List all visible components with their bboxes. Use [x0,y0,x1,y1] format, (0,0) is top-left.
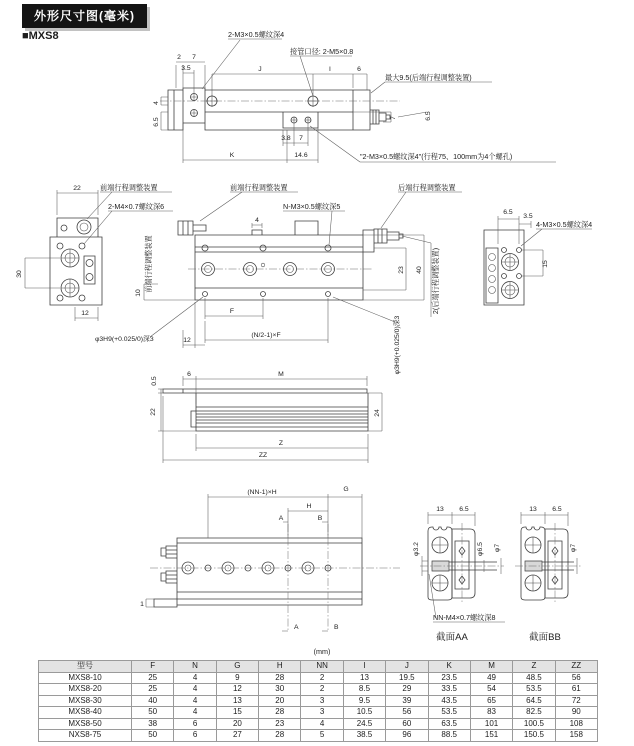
caption-section-bb: 截面BB [529,632,561,643]
column-header: N [174,661,216,673]
table-row [39,730,598,742]
dim-6-5-aa: 6.5 [459,506,469,513]
column-header: 型号 [39,661,132,673]
dim-cell: 48.5 [513,672,555,684]
dim-J: J [258,66,262,73]
right-end-view [484,209,592,305]
dim-22-profile: 22 [150,408,157,416]
dim-cell: 39 [386,695,428,707]
plan-view [153,30,556,163]
model-cell: NXS8-75 [39,730,132,742]
dim-H: H [306,503,312,510]
dim-6-5-bb: 6.5 [552,506,562,513]
label-rear-adjuster-vert: 2(后端行程调整装置) [431,247,440,315]
dim-cell: 54 [470,684,512,696]
dim-cell: 151 [470,730,512,742]
dim-cell: 5 [301,730,343,742]
dim-Z: Z [278,440,284,447]
caption-section-aa: 截面AA [436,632,468,643]
side-view [95,183,462,374]
dim-23: 23 [398,266,405,274]
dim-3-8: 3.8 [281,135,291,142]
label-dowel-left: φ3H9(+0.025/0)深3 [95,336,154,343]
dim-30: 30 [16,270,23,278]
dim-cell: 60 [386,718,428,730]
dim-cell: 96 [386,730,428,742]
label-thread-bottom: "2-M3×0.5螺纹深4"(行程75、100mm为4个螺孔) [360,152,513,161]
profile-view [150,371,382,463]
dim-cell: 10.5 [343,707,385,719]
dim-cell: 43.5 [428,695,470,707]
dim-cell: 38.5 [343,730,385,742]
column-header: G [216,661,258,673]
dim-G: G [343,486,349,493]
dim-cell: 82.5 [513,707,555,719]
section-mark-A-top: A [278,515,284,522]
column-header: I [343,661,385,673]
dim-4: 4 [153,101,160,105]
model-cell: MXS8-10 [39,672,132,684]
dim-NF: (N/2-1)×F [251,332,281,339]
dim-F: F [229,308,235,315]
table-row [39,718,598,730]
label-front-adjuster-main: 前端行程调整装置 [230,183,288,192]
column-header: NN [301,661,343,673]
dim-cell: 6 [174,730,216,742]
dim-cell: 101 [470,718,512,730]
section-aa [413,506,505,643]
dim-0-5: 0.5 [151,376,158,386]
model-cell: MXS8-40 [39,707,132,719]
dim-3-5-rv: 3.5 [523,213,533,220]
dim-phi-7-bb: φ7 [570,543,577,553]
dim-cell: 28 [259,730,301,742]
label-front-adjuster-vert: 前端行程调整装置 [144,235,153,293]
dim-24: 24 [374,409,381,417]
dim-cell: 25 [132,672,174,684]
label-port: 接管口径: 2-M5×0.8 [290,47,354,56]
dim-cell: 63.5 [428,718,470,730]
dim-cell: 49 [470,672,512,684]
dim-cell: 158 [555,730,597,742]
column-header: Z [513,661,555,673]
dim-cell: 28 [259,707,301,719]
dim-K: K [229,152,235,159]
table-row [39,695,598,707]
label-front-adjuster: 前端行程调整装置 [100,183,158,192]
dim-6-5: 6.5 [153,117,160,127]
dim-cell: 6 [174,718,216,730]
model-label: ■MXS8 [22,30,59,42]
dim-cell: 9 [216,672,258,684]
column-header: J [386,661,428,673]
dim-cell: 108 [555,718,597,730]
dim-cell: 19.5 [386,672,428,684]
dim-7-right: 7 [390,116,397,120]
dim-M: M [278,371,284,378]
dim-13-bb: 13 [529,506,537,513]
section-bb [515,506,582,643]
column-header: ZZ [555,661,597,673]
dim-ZZ: ZZ [258,452,268,459]
dim-cell: 4 [174,707,216,719]
dim-phi-7-aa: φ7 [494,543,501,553]
dim-cell: 27 [216,730,258,742]
dim-cell: 13 [216,695,258,707]
dim-6: 6 [357,66,361,73]
label-thread-nn-m4: NN-M4×0.7螺纹深8 [433,613,496,622]
dim-cell: 4 [301,718,343,730]
dim-I: I [329,66,331,73]
label-max-9-5: 最大9.5(后端行程调整装置) [385,73,472,82]
dim-cell: 83 [470,707,512,719]
dim-6-profile: 6 [187,371,191,378]
hole-pattern-view [140,486,400,632]
dim-phi-6-5: φ6.5 [477,542,484,556]
dim-6-5-rv: 6.5 [503,209,513,216]
dim-cell: 24.5 [343,718,385,730]
dim-cell: 53.5 [513,684,555,696]
table-row [39,684,598,696]
dim-cell: 30 [259,684,301,696]
dim-7-bottom: 7 [299,135,303,142]
dim-cell: 25 [132,684,174,696]
table-row [39,707,598,719]
dim-cell: 56 [555,672,597,684]
dim-cell: 9.5 [343,695,385,707]
section-mark-B-top: B [317,515,323,522]
dim-7: 7 [192,54,196,61]
dim-cell: 40 [132,695,174,707]
dim-cell: 61 [555,684,597,696]
column-header: H [259,661,301,673]
dim-cell: 20 [216,718,258,730]
dim-15: 15 [542,260,549,268]
dim-table-body [39,672,598,741]
label-thread-n-m3: N-M3×0.5螺纹深5 [283,202,341,211]
dim-cell: 64.5 [513,695,555,707]
dim-12-offset: 12 [183,337,191,344]
dim-cell: 50 [132,730,174,742]
section-mark-A-bottom: A [294,624,299,631]
dim-2: 2 [177,54,181,61]
dim-cell: 150.5 [513,730,555,742]
dim-cell: 65 [470,695,512,707]
dim-6-5-right: 6.5 [425,111,432,121]
dim-10: 10 [135,289,142,297]
units-note: (mm) [313,647,331,656]
dim-cell: 8.5 [343,684,385,696]
label-thread-m4: 2-M4×0.7螺纹深6 [108,202,165,211]
dim-3-5: 3.5 [181,65,191,72]
label-dowel-right: φ3H9(+0.025/0)深3 [394,315,401,375]
dim-4-pad: 4 [255,217,259,224]
label-rear-adjuster: 后端行程调整装置 [398,183,456,192]
dim-14-6: 14.6 [294,152,308,159]
dim-cell: 12 [216,684,258,696]
table-row [39,672,598,684]
dim-cell: 4 [174,684,216,696]
model-cell: MXS8-20 [39,684,132,696]
label-thread-4-m3: 4-M3×0.5螺纹深4 [536,220,593,229]
dim-phi-3-2: φ3.2 [413,542,420,556]
column-header: M [470,661,512,673]
dim-cell: 38 [132,718,174,730]
dim-cell: 2 [301,672,343,684]
dim-cell: 23.5 [428,672,470,684]
dim-22: 22 [73,185,81,192]
dim-cell: 29 [386,684,428,696]
dim-40: 40 [416,266,423,274]
section-mark-B-bottom: B [334,624,339,631]
column-header: F [132,661,174,673]
dim-cell: 90 [555,707,597,719]
dim-cell: 72 [555,695,597,707]
model-cell: MXS8-30 [39,695,132,707]
dim-12: 12 [81,310,89,317]
dim-cell: 33.5 [428,684,470,696]
dim-cell: 100.5 [513,718,555,730]
column-header: K [428,661,470,673]
dim-cell: 15 [216,707,258,719]
dim-cell: 88.5 [428,730,470,742]
table-header-row [39,661,598,673]
dim-cell: 53.5 [428,707,470,719]
dim-13-aa: 13 [436,506,444,513]
dim-cell: 28 [259,672,301,684]
page-title: 外形尺寸图(毫米) [22,4,147,28]
dim-cell: 2 [301,684,343,696]
dim-cell: 4 [174,695,216,707]
model-cell: MXS8-50 [39,718,132,730]
dim-cell: 4 [174,672,216,684]
dim-1: 1 [140,601,144,608]
dim-cell: 20 [259,695,301,707]
dim-NNH: (NN-1)×H [247,489,277,496]
label-thread-top: 2-M3×0.5螺纹深4 [228,30,285,39]
dim-cell: 50 [132,707,174,719]
dim-cell: 3 [301,707,343,719]
dim-cell: 56 [386,707,428,719]
dim-cell: 13 [343,672,385,684]
dim-cell: 3 [301,695,343,707]
dimension-table [38,660,598,742]
dim-cell: 23 [259,718,301,730]
side-view-holes [202,245,335,297]
